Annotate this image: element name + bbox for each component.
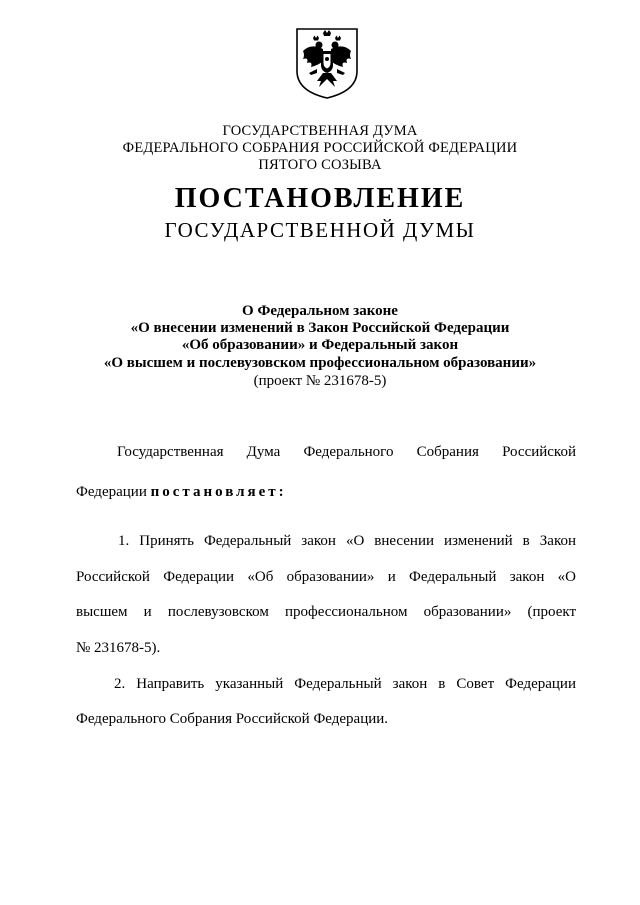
header-line-3: ПЯТОГО СОЗЫВА (258, 157, 382, 173)
header-line-2: ФЕДЕРАЛЬНОГО СОБРАНИЯ РОССИЙСКОЙ ФЕДЕРАЦИИ (122, 140, 518, 156)
paragraph-2-line-1: 2. Направить указанный Федеральный закон в Совет Федерации (114, 676, 576, 692)
document-title: ПОСТАНОВЛЕНИЕ (174, 183, 466, 214)
paragraph-1-line-3: высшем и послевузовском профессиональном образовании» (проект (76, 604, 576, 620)
intro-decree-word: постановляет: (150, 484, 287, 500)
subject-line-2: «О внесении изменений в Закон Российской Федерации (130, 320, 510, 336)
subject-line-3: «Об образовании» и Федеральный закон (181, 337, 459, 353)
paragraph-1-line-1: 1. Принять Федеральный закон «О внесении изменений в Закон (118, 533, 576, 549)
intro-line-2-prefix: Федерации (76, 484, 151, 500)
paragraph-1-line-4: № 231678-5). (76, 640, 161, 656)
paragraph-1-line-2: Российской Федерации «Об образовании» и Федеральный закон «О (76, 569, 576, 585)
intro-line-2 (76, 484, 287, 501)
subject-project-number: (проект № 231678-5) (253, 373, 387, 389)
subject-line-4: «О высшем и послевузовском профессиональном образовании» (103, 355, 537, 371)
coat-of-arms-emblem (293, 25, 361, 101)
document-subtitle: ГОСУДАРСТВЕННОЙ ДУМЫ (164, 218, 476, 242)
subject-line-1: О Федеральном законе (242, 303, 398, 319)
intro-line-1: Государственная Дума Федерального Собрания Российской (117, 444, 576, 460)
paragraph-2-line-2: Федерального Собрания Российской Федерации. (76, 711, 389, 727)
header-line-1: ГОСУДАРСТВЕННАЯ ДУМА (222, 123, 418, 139)
